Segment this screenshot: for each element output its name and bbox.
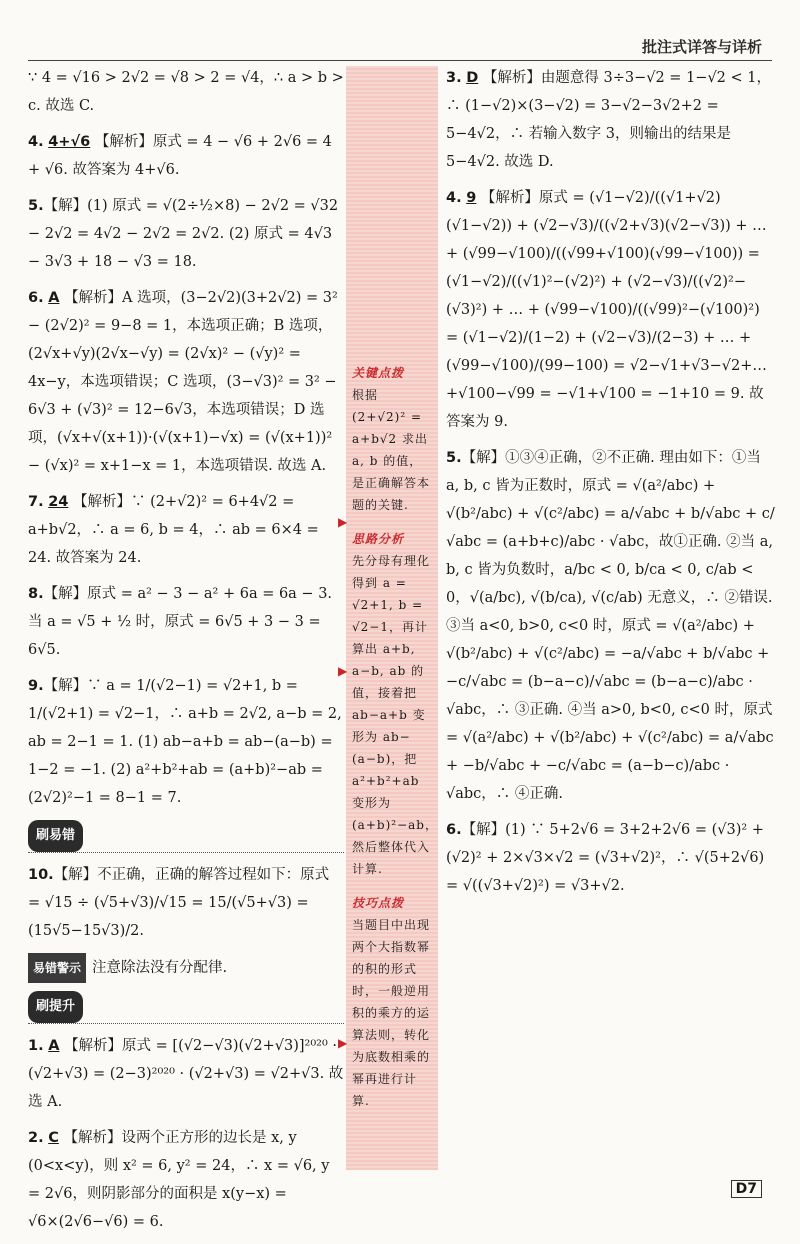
answer-item: 2. C 【解析】设两个正方形的边长是 x, y (0<x<y)，则 x² = 6, y² = 24，∴ x = √6, y = 2√6，则阴影部分的面积是 x(y−x) = √6×(2√6−√6) = 6. xyxy=(28,1130,330,1230)
answer-item: 10.【解】不正确，正确的解答过程如下：原式 = √15 ÷ (√5+√3)/√15 = 15/(√5+√3) = (15√5−15√3)/2. xyxy=(28,867,330,939)
warning-badge: 易错警示 xyxy=(28,953,86,983)
page-header: 批注式详答与详析 xyxy=(641,38,762,56)
answer-item: 7. 24 【解析】∵ (2+√2)² = 6+4√2 = a+b√2，∴ a = 6, b = 4，∴ ab = 6×4 = 24. 故答案为 24. xyxy=(28,494,319,566)
annotation-sidebar xyxy=(346,66,438,1170)
answer-item: 5.【解】(1) 原式 = √(2÷½×8) − 2√2 = √32 − 2√2 = 4√2 − 2√2 = 2√2. (2) 原式 = 4√3 − 3√3 + 18 − √3 = 18. xyxy=(28,198,339,270)
page-number: D7 xyxy=(731,1180,762,1198)
tip-title: 思路分析 xyxy=(352,532,405,546)
section-badge-correction: 刷易错 xyxy=(28,820,83,852)
section-divider xyxy=(28,991,344,1024)
answer-item: 4. 4+√6 【解析】原式 = 4 − √6 + 2√6 = 4 + √6. 故答案为 4+√6. xyxy=(28,134,332,178)
answer-item: 6.【解】(1) ∵ 5+2√6 = 3+2+2√6 = (√3)² + (√2)² + 2×√3×√2 = (√3+√2)²，∴ √(5+2√6) = √((√3+√2)²) = √3+√2. xyxy=(446,822,765,894)
answer-item: 4. 9 【解析】原式 = (√1−√2)/((√1+√2)(√1−√2)) + (√2−√3)/((√2+√3)(√2−√3)) + … + (√99−√100)/((√99+√100)(√99−√100)) = (√1−√2)/((√1)²−(√2)²) + (√2−√3)/((√2)²−(√3)²) + … + (√99−√100)/((√99)²−(√100)²) = (√1−√2)/(1−2) + (√2−√3)/(2−3) + … + (√99−√100)/(99−100) = √2−√1+√3−√2+…+√100−√99 = −√1+√100 = −1+10 = 9. 故答案为 9. xyxy=(446,190,767,430)
right-column xyxy=(446,64,776,908)
tip-body: 根据 (2+√2)² = a+b√2 求出 a, b 的值，是正确解答本题的关键. xyxy=(352,388,431,512)
tip-title: 技巧点拨 xyxy=(352,896,405,910)
answer-item: 9.【解】∵ a = 1/(√2−1) = √2+1, b = 1/(√2+1) = √2−1，∴ a+b = 2√2, a−b = 2, ab = 2−1 = 1. (1) ab−a+b = ab−(a−b) = 1−2 = −1. (2) a²+b²+ab = (a+b)²−ab = (2√2)²−1 = 8−1 = 7. xyxy=(28,678,342,806)
answer-item: 5.【解】①③④正确，②不正确. 理由如下：①当 a, b, c 皆为正数时，原式 = √(a²/abc) + √(b²/abc) + √(c²/abc) = a/√abc + b/√abc + c/√abc = (a+b+c)/abc · √abc，故①正确. ②当 a, b, c 皆为负数时，a/bc < 0, b/ca < 0, c/ab < 0，√(a/bc), √(b/ca), √(c/ab) 无意义，∴ ②错误. ③当 a<0, b>0, c<0 时，原式 = √(a²/abc) + √(b²/abc) + √(c²/abc) = −a/√abc + b/√abc + −c/√abc = (b−a−c)/√abc = (b−a−c)/abc · √abc，∴ ③正确. ④当 a>0, b<0, c<0 时，原式 = √(a²/abc) + √(b²/abc) + √(c²/abc) = a/√abc + −b/√abc + −c/√abc = (a−b−c)/abc · √abc，∴ ④正确. xyxy=(446,450,775,802)
left-column xyxy=(28,64,344,1244)
pointer-arrow-icon: ▶ xyxy=(338,515,348,529)
section-divider xyxy=(28,820,344,853)
section-badge-boost: 刷提升 xyxy=(28,991,83,1023)
pointer-arrow-icon: ▶ xyxy=(338,1036,348,1050)
answer-item: 8.【解】原式 = a² − 3 − a² + 6a = 6a − 3. 当 a = √5 + ½ 时，原式 = 6√5 + 3 − 3 = 6√5. xyxy=(28,586,333,658)
answer-item: 6. A 【解析】A 选项，(3−2√2)(3+2√2) = 3² − (2√2)² = 9−8 = 1，本选项正确；B 选项，(2√x+√y)(2√x−√y) = (2√x)² − (√y)² = 4x−y，本选项错误；C 选项，(3−√3)² = 3² − 6√3 + (√3)² = 12−6√3，本选项错误；D 选项，(√x+√(x+1))·(√(x+1)−√x) = (√(x+1))² − (√x)² = x+1−x = 1，本选项错误. 故选 A. xyxy=(28,290,338,474)
tip-body: 先分母有理化得到 a = √2+1, b = √2−1，再计算出 a+b, a−b, ab 的值，接着把 ab−a+b 变形为 ab−(a−b)，把 a²+b²+ab 变形为 (a+b)²−ab，然后整体代入计算. xyxy=(352,554,438,876)
answer-item: ∵ 4 = √16 > 2√2 = √8 > 2 = √4，∴ a > b > c. 故选 C. xyxy=(28,70,344,114)
answer-item: 1. A 【解析】原式 = [(√2−√3)(√2+√3)]²⁰²⁰ · (√2+√3) = (2−3)²⁰²⁰ · (√2+√3) = √2+√3. 故选 A. xyxy=(28,1038,344,1110)
tip-body: 当题目中出现两个大指数幂的积的形式时，一般逆用积的乘方的运算法则，转化为底数相乘的幂再进行计算. xyxy=(352,918,431,1108)
pointer-arrow-icon: ▶ xyxy=(338,664,348,678)
tip-title: 关键点拨 xyxy=(352,366,405,380)
answer-item: 3. D 【解析】由题意得 3÷3−√2 = 1−√2 < 1，∴ (1−√2)×(3−√2) = 3−√2−3√2+2 = 5−4√2，∴ 若输入数字 3，则输出的结果是 5−4√2. 故选 D. xyxy=(446,70,771,170)
header-rule xyxy=(28,60,772,61)
warning-note: 易错警示 注意除法没有分配律. xyxy=(28,953,344,983)
